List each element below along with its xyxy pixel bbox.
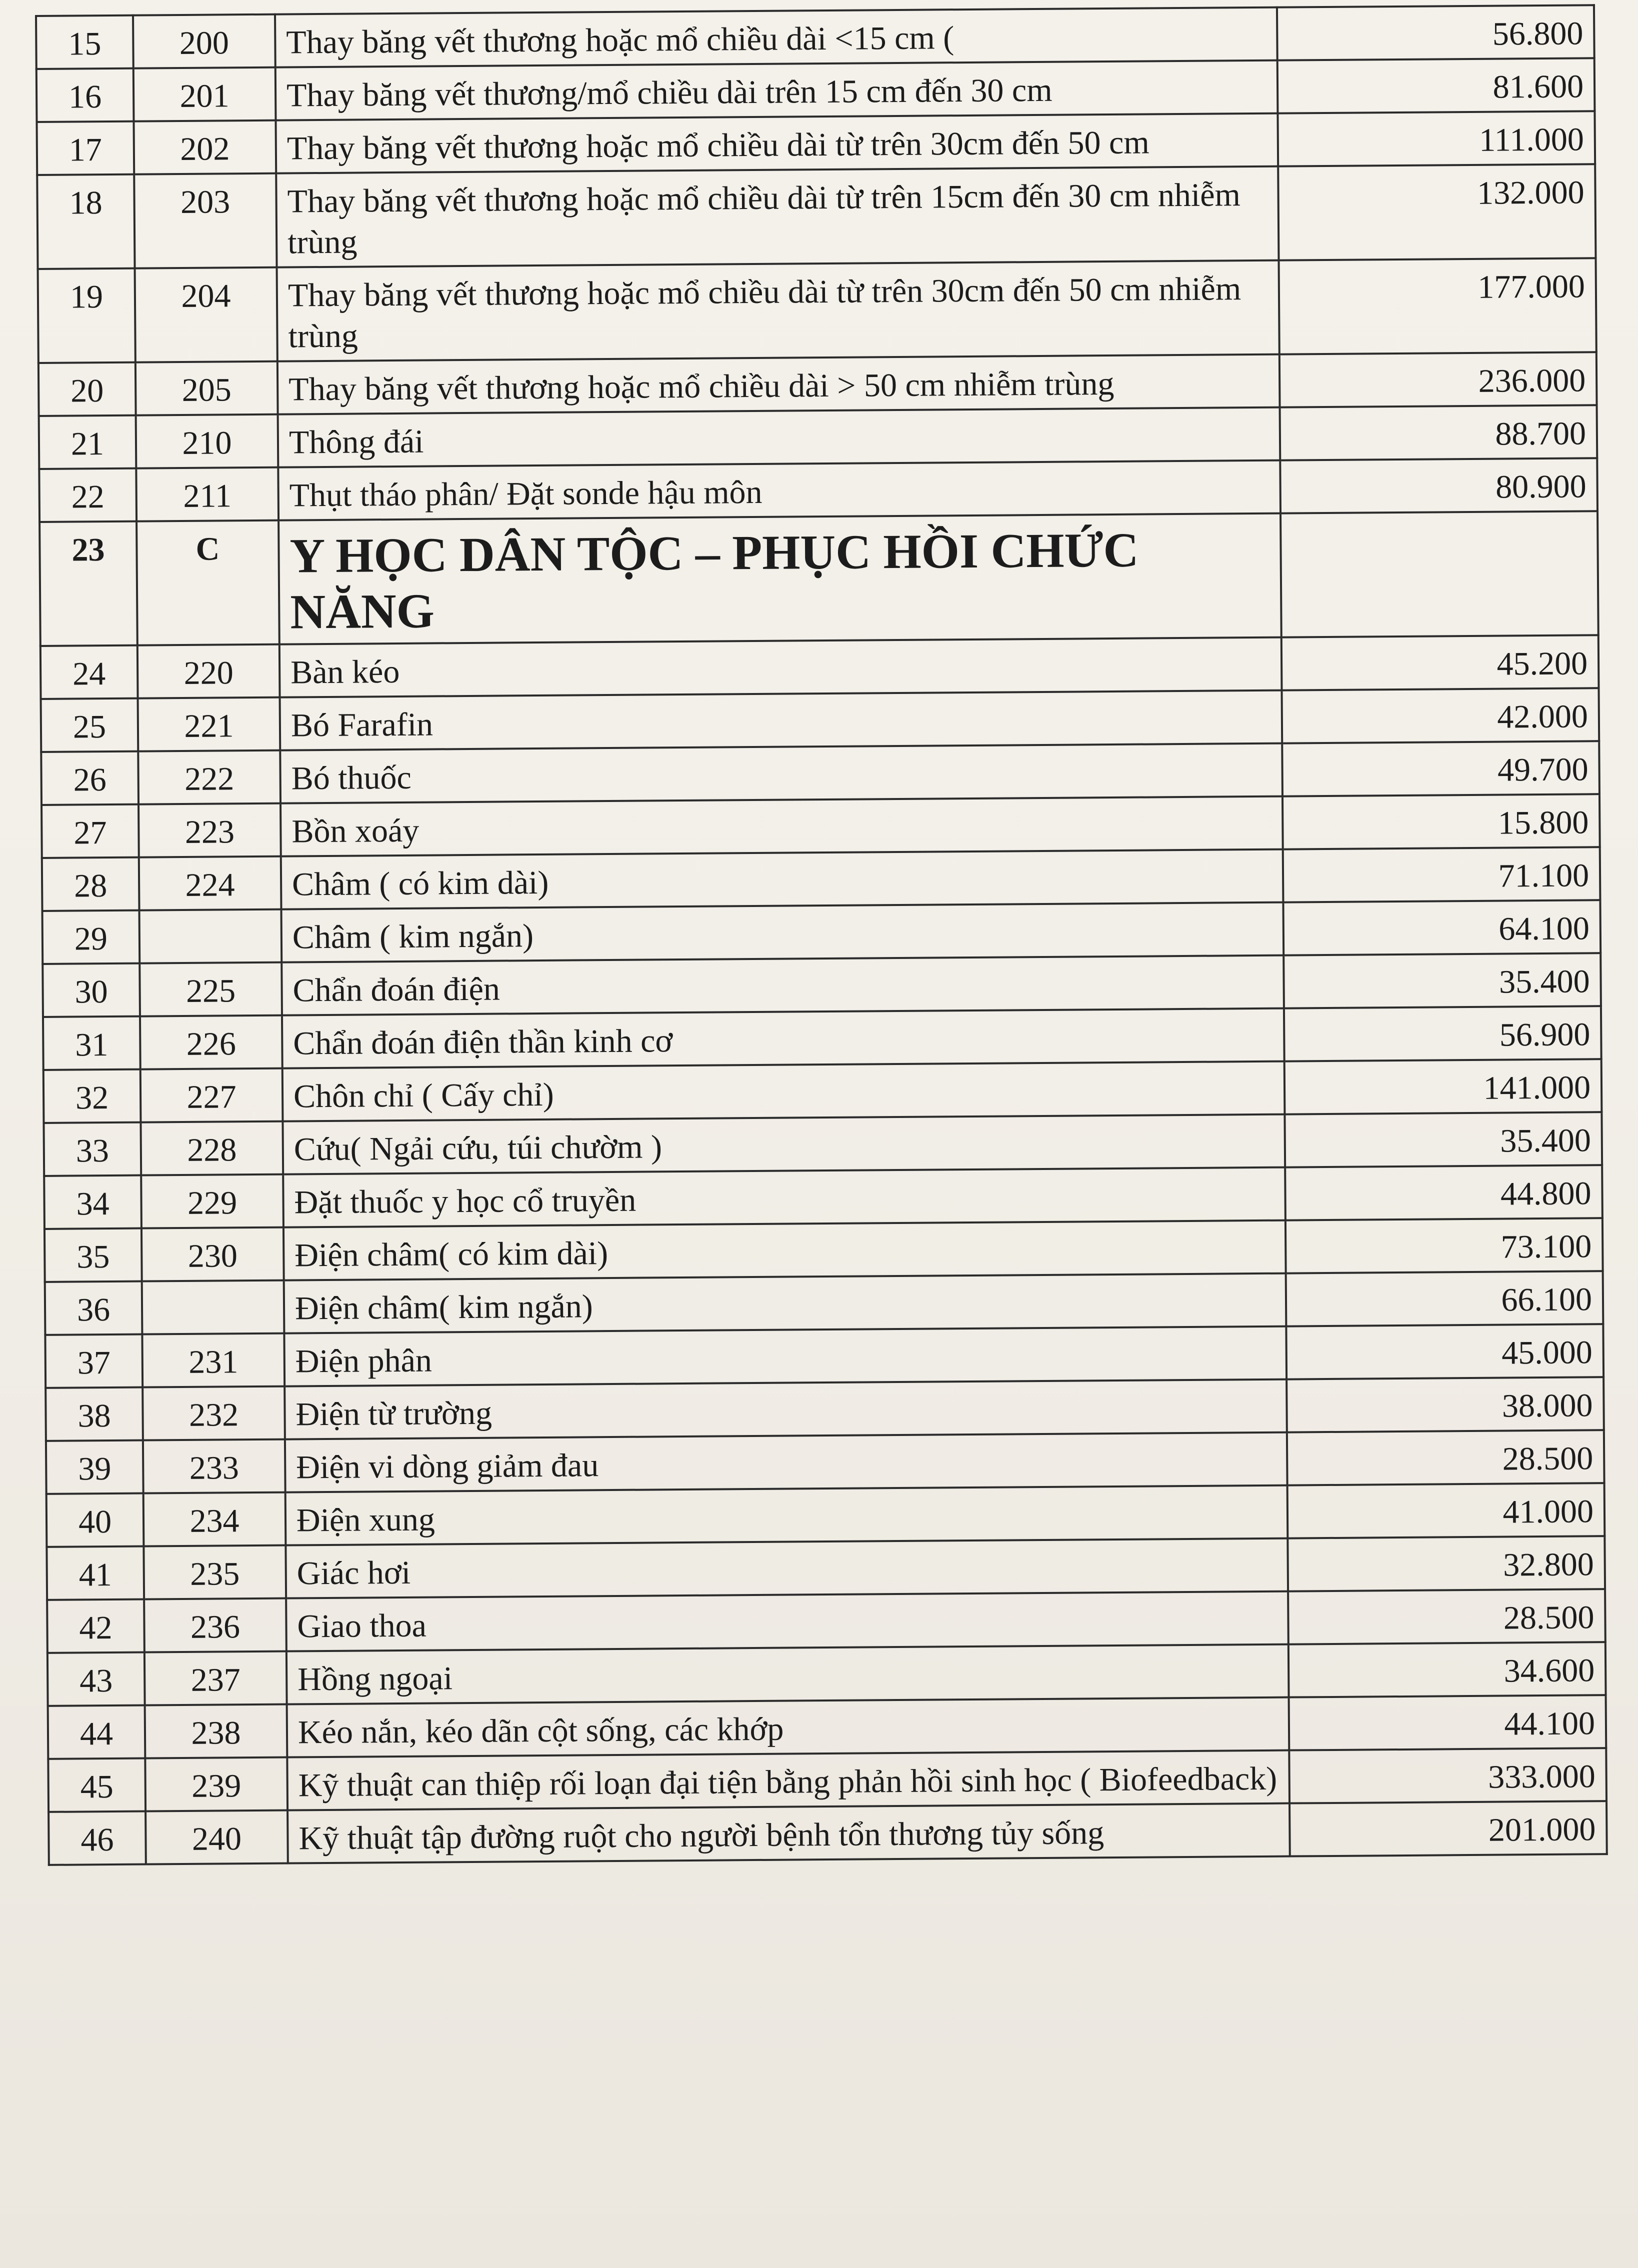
- code-cell: 238: [145, 1704, 288, 1758]
- service-name-cell: Kỹ thuật tập đường ruột cho người bệnh tổn thương tủy sống: [288, 1804, 1290, 1864]
- stt-cell: 46: [48, 1812, 146, 1865]
- service-name-cell: Điện châm( kim ngắn): [284, 1274, 1286, 1334]
- code-cell: 203: [134, 174, 276, 268]
- code-cell: 232: [142, 1386, 285, 1440]
- price-cell: 45.200: [1282, 635, 1599, 690]
- stt-cell: 33: [44, 1122, 141, 1176]
- stt-cell: 44: [48, 1706, 146, 1759]
- stt-cell: 32: [44, 1070, 141, 1123]
- code-cell: 233: [143, 1440, 286, 1494]
- service-name-cell: Thay băng vết thương hoặc mổ chiều dài <15 cm (: [275, 8, 1278, 68]
- stt-cell: 22: [39, 468, 136, 522]
- service-name-cell: Chẩn đoán điện thần kinh cơ: [282, 1008, 1284, 1068]
- stt-cell: 42: [47, 1600, 144, 1653]
- code-cell: [142, 1280, 284, 1334]
- code-cell: 224: [139, 856, 282, 910]
- stt-cell: 16: [36, 68, 134, 122]
- code-cell: 237: [144, 1652, 287, 1706]
- stt-cell: 27: [42, 804, 139, 858]
- service-name-cell: Châm ( kim ngắn): [281, 902, 1284, 962]
- stt-cell: 38: [46, 1388, 143, 1441]
- price-cell: 177.000: [1278, 258, 1596, 354]
- code-cell: 223: [138, 804, 281, 858]
- code-cell: 240: [146, 1810, 288, 1864]
- code-cell: 222: [138, 750, 280, 804]
- service-name-cell: Chôn chỉ ( Cấy chỉ): [282, 1062, 1285, 1122]
- code-cell: 234: [144, 1492, 286, 1546]
- price-cell: 32.800: [1288, 1536, 1605, 1591]
- code-cell: C: [136, 520, 280, 646]
- code-cell: 235: [144, 1546, 286, 1600]
- service-name-cell: Điện châm( có kim dài): [284, 1220, 1286, 1280]
- table-row: [48, 1801, 1607, 1865]
- service-name-cell: Giao thoa: [286, 1592, 1288, 1652]
- price-cell: 66.100: [1286, 1271, 1604, 1326]
- service-name-cell: Thay băng vết thương hoặc mổ chiều dài từ trên 30cm đến 50 cm nhiễm trùng: [277, 260, 1280, 362]
- price-cell: 42.000: [1282, 688, 1599, 743]
- service-name-cell: Châm ( có kim dài): [281, 850, 1284, 910]
- service-name-cell: Bó thuốc: [280, 744, 1282, 804]
- stt-cell: 40: [46, 1494, 144, 1547]
- price-cell: 45.000: [1286, 1324, 1604, 1379]
- stt-cell: 28: [42, 858, 140, 911]
- price-cell: 80.900: [1280, 458, 1598, 513]
- code-cell: 225: [140, 962, 282, 1016]
- service-name-cell: Điện vi dòng giảm đau: [285, 1432, 1288, 1492]
- price-cell: 73.100: [1286, 1218, 1603, 1273]
- stt-cell: 15: [36, 16, 134, 69]
- stt-cell: 29: [42, 910, 140, 964]
- price-cell: 44.100: [1289, 1695, 1606, 1750]
- service-name-cell: Thay băng vết thương hoặc mổ chiều dài từ trên 15cm đến 30 cm nhiễm trùng: [276, 166, 1278, 268]
- service-name-cell: Kéo nắn, kéo dãn cột sống, các khớp: [287, 1698, 1290, 1758]
- stt-cell: 41: [46, 1546, 144, 1600]
- stt-cell: 37: [45, 1334, 142, 1388]
- service-name-cell: Điện phân: [284, 1326, 1286, 1386]
- stt-cell: 43: [48, 1652, 145, 1706]
- stt-cell: 36: [45, 1282, 142, 1335]
- price-cell: 111.000: [1278, 111, 1595, 166]
- service-name-cell: Thay băng vết thương/mổ chiều dài trên 15 cm đến 30 cm: [276, 60, 1278, 120]
- stt-cell: 26: [41, 752, 138, 805]
- table-body: [36, 5, 1607, 1865]
- code-cell: 230: [142, 1228, 284, 1282]
- price-cell: 34.600: [1288, 1642, 1606, 1697]
- service-name-cell: Điện xung: [286, 1486, 1288, 1546]
- code-cell: 205: [136, 362, 278, 416]
- code-cell: 228: [140, 1122, 283, 1176]
- price-cell: 28.500: [1288, 1589, 1606, 1644]
- price-cell: 132.000: [1278, 164, 1596, 260]
- stt-cell: 19: [38, 268, 136, 363]
- stt-cell: 23: [40, 522, 138, 646]
- code-cell: 229: [141, 1174, 284, 1228]
- code-cell: 200: [133, 14, 276, 68]
- code-cell: 211: [136, 468, 278, 522]
- service-name-cell: Bồn xoáy: [280, 796, 1283, 856]
- price-cell: 35.400: [1284, 953, 1601, 1008]
- stt-cell: 25: [41, 698, 138, 752]
- service-name-cell: Đặt thuốc y học cổ truyền: [283, 1168, 1286, 1228]
- code-cell: 221: [138, 698, 280, 752]
- price-cell: 35.400: [1284, 1112, 1602, 1167]
- code-cell: 202: [134, 120, 276, 174]
- code-cell: 210: [136, 414, 278, 468]
- service-name-cell: Hồng ngoại: [286, 1644, 1289, 1704]
- service-name-cell: Bàn kéo: [280, 638, 1282, 698]
- price-cell: 28.500: [1287, 1430, 1604, 1485]
- service-name-cell: Y HỌC DÂN TỘC – PHỤC HỒI CHỨC NĂNG: [278, 514, 1282, 644]
- code-cell: 220: [138, 644, 280, 698]
- service-name-cell: Bó Farafin: [280, 690, 1282, 750]
- price-cell: 236.000: [1280, 352, 1597, 407]
- price-cell: 56.900: [1284, 1006, 1602, 1061]
- stt-cell: 31: [43, 1016, 140, 1070]
- table-row: [37, 164, 1596, 269]
- service-name-cell: Điện từ trường: [284, 1380, 1287, 1440]
- service-name-cell: Thay băng vết thương hoặc mổ chiều dài từ trên 30cm đến 50 cm: [276, 114, 1278, 174]
- stt-cell: 17: [36, 122, 134, 175]
- service-name-cell: Thụt tháo phân/ Đặt sonde hậu môn: [278, 460, 1280, 520]
- code-cell: 226: [140, 1016, 282, 1070]
- service-name-cell: Thông đái: [278, 408, 1280, 468]
- stt-cell: 21: [39, 416, 136, 469]
- price-cell: 201.000: [1290, 1801, 1607, 1856]
- section-header-row: [40, 511, 1598, 646]
- service-name-cell: Kỹ thuật can thiệp rối loạn đại tiện bằng phản hồi sinh học ( Biofeedback): [287, 1750, 1290, 1810]
- code-cell: 231: [142, 1334, 284, 1388]
- stt-cell: 39: [46, 1440, 144, 1494]
- service-price-table: [35, 4, 1608, 1866]
- service-name-cell: Thay băng vết thương hoặc mổ chiều dài > 50 cm nhiễm trùng: [278, 354, 1280, 414]
- code-cell: 204: [135, 268, 278, 362]
- price-cell: 333.000: [1289, 1748, 1606, 1803]
- service-name-cell: Giác hơi: [286, 1538, 1288, 1598]
- service-name-cell: Chẩn đoán điện: [282, 956, 1284, 1016]
- table-row: [38, 258, 1596, 363]
- stt-cell: 20: [38, 362, 136, 416]
- stt-cell: 35: [44, 1228, 142, 1282]
- price-cell: 41.000: [1288, 1483, 1605, 1538]
- code-cell: 239: [145, 1758, 288, 1812]
- stt-cell: 34: [44, 1176, 142, 1229]
- price-cell: 15.800: [1282, 794, 1600, 849]
- price-cell: [1280, 511, 1598, 637]
- price-cell: 141.000: [1284, 1059, 1602, 1114]
- price-cell: 64.100: [1283, 900, 1600, 955]
- code-cell: [140, 910, 282, 964]
- stt-cell: 24: [40, 646, 138, 699]
- code-cell: 201: [134, 68, 276, 122]
- stt-cell: 18: [37, 174, 134, 269]
- price-cell: 44.800: [1285, 1165, 1602, 1220]
- price-cell: 81.600: [1278, 58, 1595, 113]
- price-cell: 49.700: [1282, 741, 1600, 796]
- code-cell: 236: [144, 1598, 286, 1652]
- stt-cell: 45: [48, 1758, 146, 1812]
- price-cell: 71.100: [1283, 847, 1600, 902]
- price-cell: 88.700: [1280, 405, 1598, 460]
- code-cell: 227: [140, 1068, 283, 1122]
- stt-cell: 30: [42, 964, 140, 1017]
- price-cell: 38.000: [1286, 1377, 1604, 1432]
- price-cell: 56.800: [1277, 5, 1594, 60]
- service-name-cell: Cứu( Ngải cứu, túi chườm ): [282, 1114, 1285, 1174]
